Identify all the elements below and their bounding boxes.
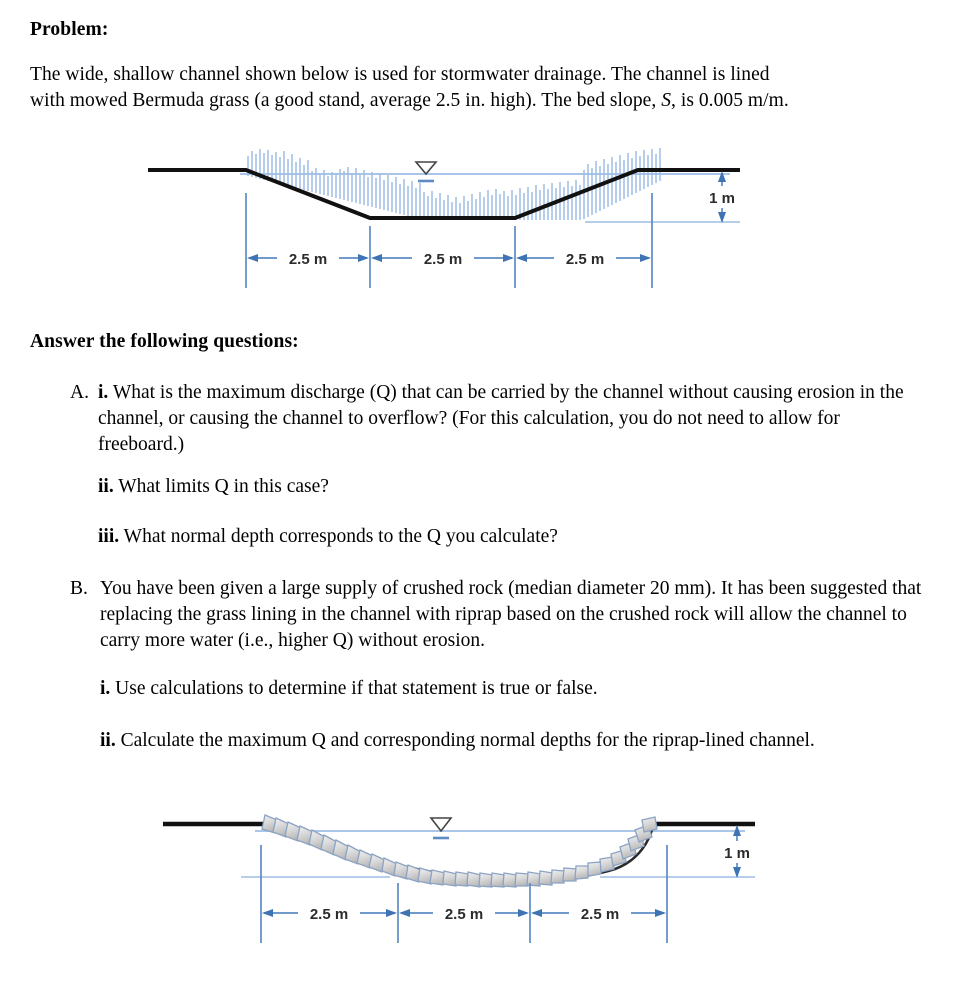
question-roman-b-ii: ii. bbox=[100, 730, 116, 751]
dimension-label-right-slope: 2.5 m bbox=[565, 251, 605, 268]
question-a-i bbox=[70, 380, 930, 458]
question-text-b-ii: Calculate the maximum Q and corresponding normal depths for the riprap-lined channel. bbox=[120, 730, 815, 751]
dimension-label-bottom: 2.5 m bbox=[423, 251, 463, 268]
question-text-a-i: What is the maximum discharge (Q) that can be carried by the channel without causing erosion in the channel, or causing the channel to overflow? (For this calculation, you do not need to allow for freeboard.) bbox=[98, 382, 904, 455]
dimension-right-slope bbox=[516, 247, 651, 269]
question-roman-a-iii: iii. bbox=[98, 526, 120, 547]
dimension-depth bbox=[696, 171, 748, 223]
riprap-channel-svg bbox=[145, 805, 845, 965]
dimension-extension-lines bbox=[246, 193, 652, 288]
dimension-right-slope-riprap bbox=[531, 902, 666, 924]
problem-line-2a: with mowed Bermuda grass (a good stand, average 2.5 in. high). The bed slope, bbox=[30, 89, 662, 111]
problem-heading: Problem: bbox=[30, 19, 109, 40]
problem-line-1: The wide, shallow channel shown below is used for stormwater drainage. The channel is lined bbox=[30, 64, 770, 85]
water-surface-symbol bbox=[416, 162, 436, 181]
riprap-rock bbox=[575, 866, 589, 879]
grass-channel-svg bbox=[130, 140, 830, 305]
riprap-rock-cluster bbox=[262, 815, 657, 887]
dimension-label-right-slope-riprap: 2.5 m bbox=[580, 906, 620, 923]
question-b-ii bbox=[100, 728, 890, 754]
riprap-rock bbox=[588, 862, 601, 876]
question-marker-a: A. bbox=[70, 382, 89, 403]
problem-paragraph bbox=[30, 62, 930, 113]
dimension-left-slope-riprap bbox=[262, 902, 397, 924]
question-text-a-ii: What limits Q in this case? bbox=[118, 476, 329, 497]
question-b-i bbox=[100, 676, 930, 702]
question-marker-b: B. bbox=[70, 578, 88, 599]
question-a-ii bbox=[98, 474, 928, 500]
dimension-label-bottom-riprap: 2.5 m bbox=[444, 906, 484, 923]
dimension-label-left-slope: 2.5 m bbox=[288, 251, 328, 268]
question-b bbox=[70, 576, 940, 654]
dimension-label-depth-riprap: 1 m bbox=[724, 845, 750, 862]
water-surface-symbol-riprap bbox=[431, 818, 451, 838]
problem-line-2b: , is 0.005 m/m. bbox=[671, 89, 789, 111]
dimension-depth-riprap bbox=[711, 825, 763, 878]
question-roman-b-i: i. bbox=[100, 678, 111, 699]
answer-heading: Answer the following questions: bbox=[30, 331, 299, 352]
slope-symbol: S bbox=[661, 89, 671, 111]
question-text-a-iii: What normal depth corresponds to the Q you calculate? bbox=[123, 526, 558, 547]
question-text-b: You have been given a large supply of crushed rock (median diameter 20 mm). It has been suggested that replacing the grass lining in the channel with riprap based on the crushed rock will allow the channel to carry more water (i.e., higher Q) without erosion. bbox=[100, 578, 922, 651]
question-a-iii bbox=[98, 524, 928, 550]
question-roman-a-i: i. bbox=[98, 382, 109, 403]
question-text-b-i: Use calculations to determine if that statement is true or false. bbox=[115, 678, 598, 699]
dimension-left-slope bbox=[247, 247, 369, 269]
dimension-label-left-slope-riprap: 2.5 m bbox=[309, 906, 349, 923]
figure-grass-lined-channel bbox=[130, 140, 830, 305]
question-roman-a-ii: ii. bbox=[98, 476, 114, 497]
figure-riprap-lined-channel bbox=[145, 805, 845, 965]
dimension-bottom-riprap bbox=[399, 902, 529, 924]
dimension-bottom bbox=[371, 247, 514, 269]
riprap-rock bbox=[642, 817, 657, 832]
dimension-label-depth: 1 m bbox=[709, 190, 735, 207]
